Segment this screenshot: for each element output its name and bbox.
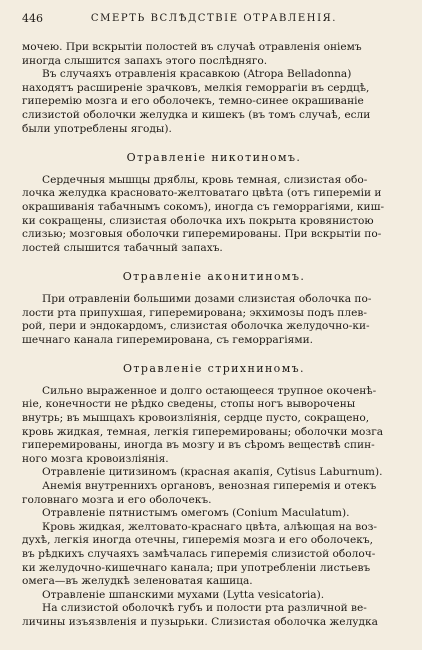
text-line: лочка желудка красновато-желтоватаго цвѣта (отъ гипереміи и — [22, 187, 382, 200]
text-line: лости рта припухшая, гиперемирована; экхимозы подъ плев- — [22, 306, 367, 319]
text-line: ніе, конечности не рѣдко сведены, стопы ногъ выворочены — [22, 398, 356, 411]
text-line: ного мозга кровоизліянія. — [22, 452, 169, 465]
section-title-cantharides: Отравленіе шпанскими мухами (Lytta vesicatoria). — [42, 588, 325, 601]
text-line: лостей слышится табачный запахъ. — [22, 241, 223, 254]
text-line: головнаго мозга и его оболочекъ. — [22, 493, 212, 506]
text-line: Сильно выраженное и долго остающееся трупное окоченѣ- — [42, 384, 377, 397]
text-line: Кровь жидкая, желтовато-краснаго цвѣта, алѣющая на воз- — [42, 520, 377, 533]
page-number: 446 — [22, 12, 43, 25]
text-line: Въ случаяхъ отравленія красавкою (Atropa Belladonna) — [42, 68, 352, 81]
text-line: личины изъязвленія и пузырьки. Слизистая оболочка желудка — [22, 615, 378, 628]
running-title: СМЕРТЬ ВСЛѢДСТВІЕ ОТРАВЛЕНІЯ. — [90, 13, 338, 24]
section-title-cytisine: Отравленіе цитизиномъ (красная акапія, Cytisus Laburnum). — [42, 466, 383, 479]
text-line: мочею. При вскрытіи полостей въ случаѣ отравленія онiемъ — [22, 41, 362, 53]
section-heading-nicotine: Отравленіе никотиномъ. — [126, 151, 302, 165]
running-head — [22, 12, 406, 28]
text-line: слизью; мозговыя оболочки гиперемированы. При вскрытіи по- — [22, 228, 382, 241]
text-line: шечнаго канала гиперемирована, съ геморрагіями. — [22, 333, 314, 346]
text-line: При отравленіи большими дозами слизистая оболочка по- — [42, 292, 372, 305]
text-line: кровь жидкая, темная, легкія гиперемированы; оболочки мозга — [22, 425, 384, 438]
page-body — [22, 41, 406, 630]
text-line: омега—въ желудкѣ зеленоватая кашица. — [22, 575, 253, 588]
text-line: гиперемированы, иногда въ мозгу и въ сѣромъ веществѣ спин- — [22, 439, 375, 452]
text-line: На слизистой оболочкѣ губъ и полости рта различной ве- — [42, 602, 367, 615]
text-line: гиперемію мозга и его оболочекъ, темно-синее окрашиваніе — [22, 95, 364, 108]
section-heading-strychnine: Отравленіе стрихниномъ. — [123, 362, 305, 376]
text-line: были употреблены ягоды). — [22, 122, 172, 135]
section-heading-aconitine: Отравленіе аконитиномъ. — [122, 270, 306, 284]
text-line: слизистой оболочки желудка и кишекъ (въ томъ случаѣ, если — [22, 108, 371, 121]
text-line: находятъ расширеніе зрачковъ, мелкія геморрагіи въ сердцѣ, — [22, 81, 370, 94]
text-line: Анемія внутреннихъ органовъ, венозная гиперемія и отекъ — [42, 480, 377, 493]
text-line: Сердечныя мышцы дряблы, кровь темная, слизистая обо- — [42, 173, 368, 186]
text-line: ки сокращены, слизистая оболочка ихъ покрыта кровянистою — [22, 214, 374, 227]
text-line: рой, пери и эндокардомъ, слизистая оболочка желудочно-ки- — [22, 320, 370, 333]
text-line: окрашиванія табачнымъ сокомъ), иногда съ геморрагіями, киш- — [22, 200, 385, 213]
section-title-hemlock: Отравленіе пятнистымъ омегомъ (Conium Maculatum). — [42, 507, 350, 520]
text-line: иногда слышится запахъ этого послѣдняго. — [22, 54, 268, 67]
text-line: духѣ, легкія иногда отечны, гиперемія мозга и его оболочекъ, — [22, 534, 373, 547]
text-line: въ рѣдкихъ случаяхъ замѣчалась гиперемія слизистой оболоч- — [22, 548, 376, 560]
text-line: внутрь; въ мышцахъ кровоизліянія, сердце пусто, сокращено, — [22, 412, 370, 425]
text-line: ки желудочно-кишечнаго канала; при употребленіи листьевъ — [22, 561, 371, 574]
